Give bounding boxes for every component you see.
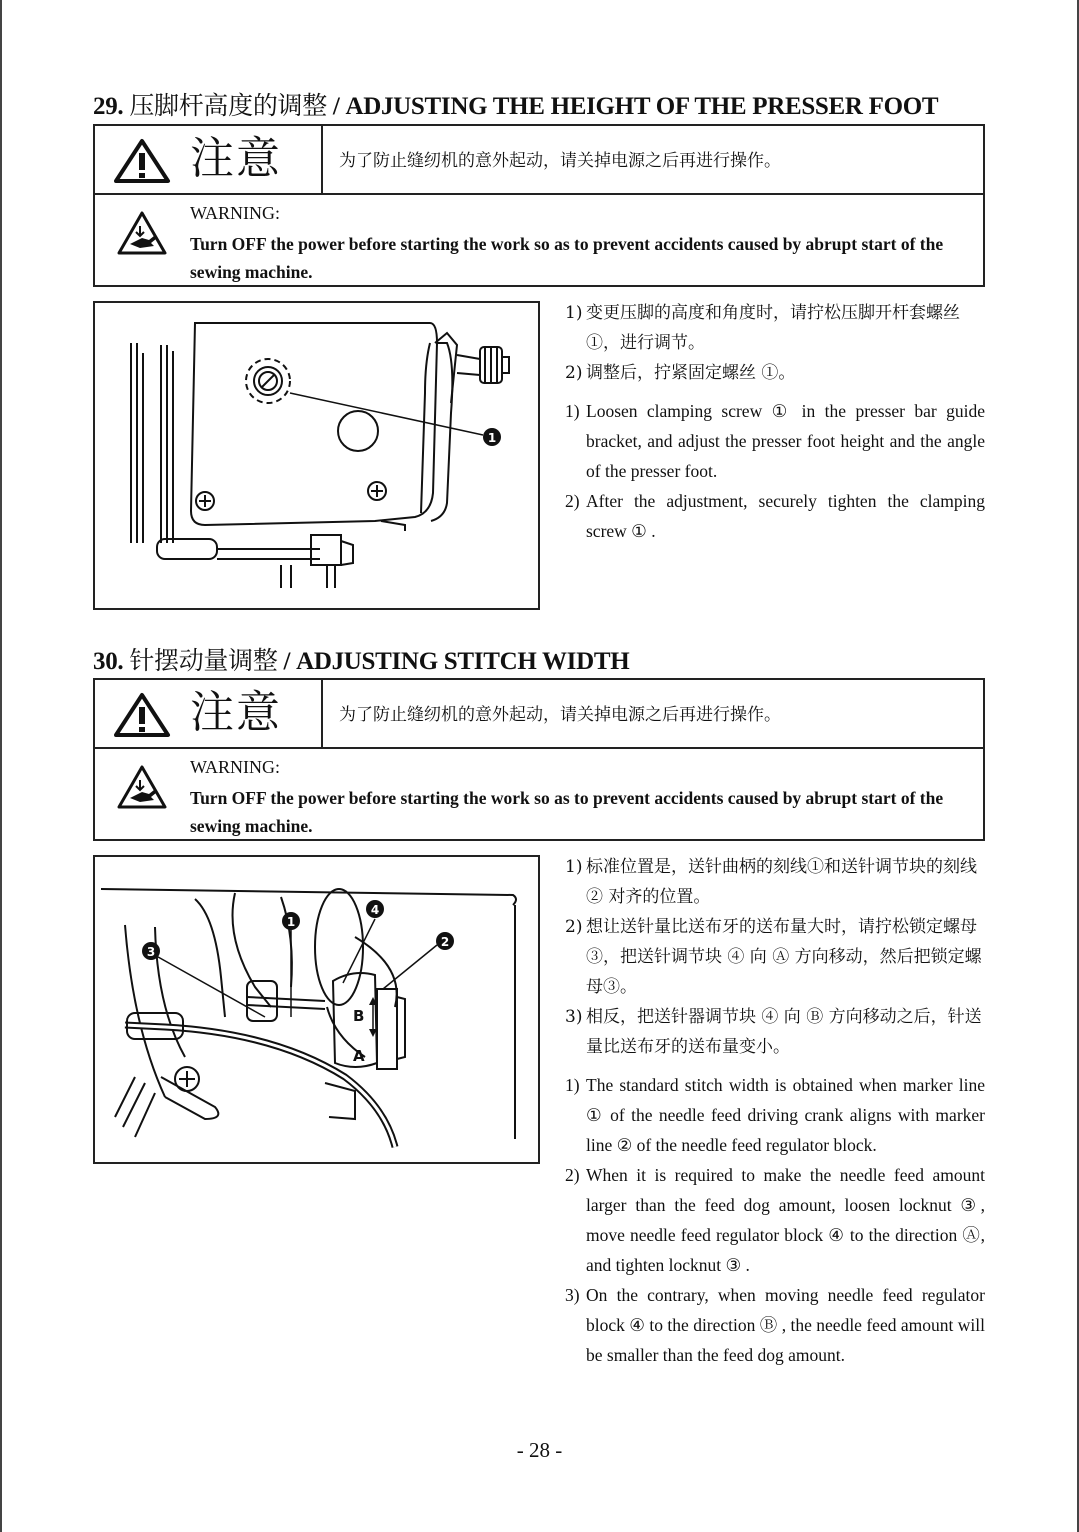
hand-hazard-icon	[116, 210, 168, 256]
svg-text:1: 1	[286, 915, 296, 929]
step-en-3: 3) On the contrary, when moving needle feed regulator block ④ to the direction Ⓑ , the needle feed amount will be smaller than the feed dog amount.	[565, 1285, 985, 1365]
stitch-width-figure	[93, 855, 540, 1164]
step-zh-2: 2) 想让送针量比送布牙的送布量大时，请拧松锁定螺母 ③，把送针调节块 ④ 向 Ⓐ 方向移动，然后把锁定螺母③。	[565, 917, 982, 997]
caution-cell	[95, 680, 323, 747]
svg-text:4: 4	[370, 903, 380, 917]
presser-foot-figure	[93, 301, 540, 610]
section-29-number: 29.	[93, 93, 124, 120]
caution-label: 注意	[190, 687, 282, 738]
svg-text:3: 3	[146, 945, 156, 959]
section-29-title-zh: 压脚杆高度的调整	[129, 93, 327, 120]
warning-label: WARNING:	[190, 203, 280, 223]
page-border-left	[0, 0, 2, 1532]
warning-label: WARNING:	[190, 757, 280, 777]
step-en-2: 2) After the adjustment, securely tighten the clamping screw ① .	[565, 491, 985, 541]
warning-text: Turn OFF the power before starting the work so as to prevent accidents caused by abrupt start of the sewing machine.	[190, 788, 944, 836]
caution-cell	[95, 126, 323, 193]
step-zh-1: 1) 变更压脚的高度和角度时，请拧松压脚开杆套螺丝 ①，进行调节。	[565, 303, 960, 353]
caution-text-zh: 为了防止缝纫机的意外起动，请关掉电源之后再进行操作。	[339, 705, 781, 725]
presser-foot-illustration	[95, 303, 538, 608]
direction-a-label: A	[353, 1047, 365, 1065]
caution-label: 注意	[190, 133, 282, 184]
section-29-title-en: / ADJUSTING THE HEIGHT OF THE PRESSER FOOT	[332, 93, 939, 120]
section-29-title	[93, 86, 938, 122]
step-zh-3: 3) 相反，把送针器调节块 ④ 向 Ⓑ 方向移动之后，针送量比送布牙的送布量变小。	[565, 1007, 982, 1057]
warning-triangle-icon	[113, 692, 171, 738]
warning-triangle-icon	[113, 138, 171, 184]
section-29-warning-box	[93, 124, 985, 287]
page-number: - 28 -	[516, 1438, 563, 1462]
step-en-1: 1) Loosen clamping screw ① in the presser bar guide bracket, and adjust the presser foot height and the angle of the presser foot.	[565, 401, 985, 481]
section-30-title	[93, 641, 629, 677]
svg-text:1: 1	[487, 431, 497, 445]
section-29-instructions	[565, 298, 985, 546]
caution-row	[95, 680, 983, 749]
hand-hazard-icon	[116, 764, 168, 810]
section-30-instructions	[565, 852, 985, 1370]
warning-text: Turn OFF the power before starting the work so as to prevent accidents caused by abrupt start of the sewing machine.	[190, 234, 944, 282]
caution-row	[95, 126, 983, 195]
step-zh-1: 1) 标准位置是，送针曲柄的刻线①和送针调节块的刻线 ② 对齐的位置。	[565, 857, 977, 907]
step-en-2: 2) When it is required to make the needle feed amount larger than the feed dog amount, loosen locknut ③, move needle feed regulator block ④ to the direction Ⓐ, and tighten locknut ③ .	[565, 1165, 985, 1275]
direction-b-label: B	[353, 1007, 365, 1025]
stitch-width-illustration	[95, 857, 538, 1162]
step-zh-2: 2) 调整后，拧紧固定螺丝 ①。	[565, 363, 796, 383]
step-en-1: 1) The standard stitch width is obtained when marker line ① of the needle feed driving crank aligns with marker line ② of the needle feed regulator block.	[565, 1075, 985, 1155]
section-30-title-zh: 针摆动量调整	[129, 648, 278, 675]
svg-text:2: 2	[440, 935, 450, 949]
section-30-warning-box	[93, 678, 985, 841]
section-30-number: 30.	[93, 648, 124, 675]
caution-text-zh: 为了防止缝纫机的意外起动，请关掉电源之后再进行操作。	[339, 151, 781, 171]
section-30-title-en: / ADJUSTING STITCH WIDTH	[283, 648, 630, 675]
